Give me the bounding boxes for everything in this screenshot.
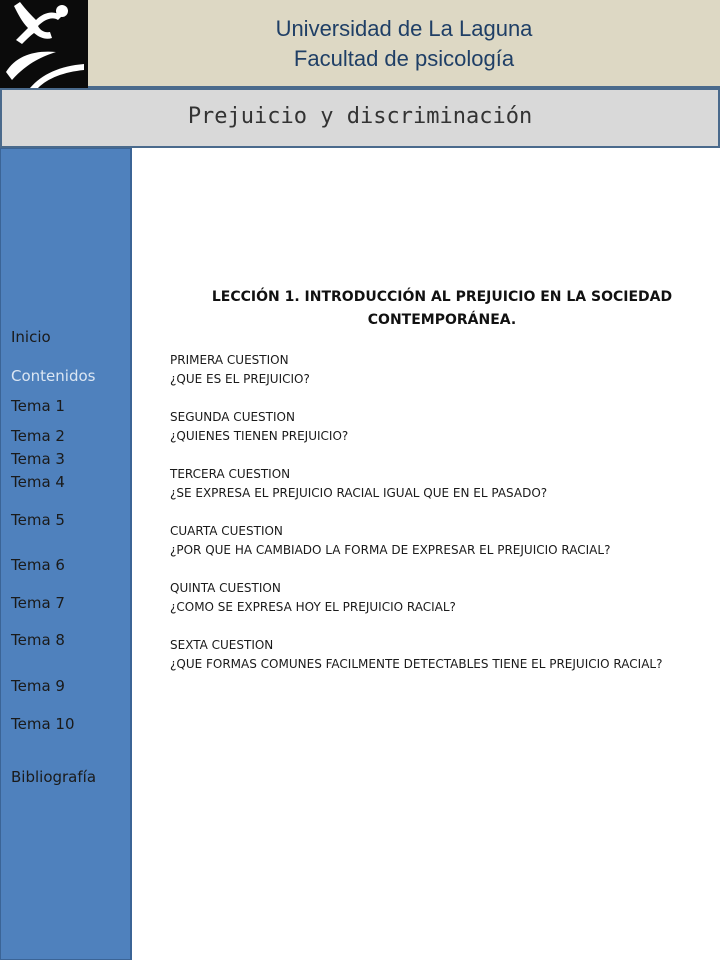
question-text: ¿SE EXPRESA EL PREJUICIO RACIAL IGUAL QUE EN EL PASADO?: [170, 486, 548, 500]
course-title-bar: [0, 88, 720, 148]
question-text: ¿COMO SE EXPRESA HOY EL PREJUICIO RACIAL?: [170, 600, 456, 614]
lesson-title: LECCIÓN 1. INTRODUCCIÓN AL PREJUICIO EN LA SOCIEDAD CONTEMPORÁNEA.: [211, 289, 673, 328]
faculty-name: Facultad de psicología: [293, 46, 515, 71]
question-number: QUINTA CUESTION: [170, 581, 281, 595]
list-item: [170, 351, 690, 389]
sidebar-item-tema-3[interactable]: Tema 3: [11, 450, 65, 468]
sidebar-item-tema-4[interactable]: Tema 4: [11, 473, 65, 491]
question-number: TERCERA CUESTION: [170, 467, 291, 481]
main-content: [136, 148, 720, 960]
question-text: ¿QUIENES TIENEN PREJUICIO?: [170, 429, 349, 443]
sidebar-item-tema-5[interactable]: Tema 5: [11, 511, 65, 529]
question-number: CUARTA CUESTION: [170, 524, 283, 538]
sidebar-item-tema-6[interactable]: Tema 6: [11, 556, 65, 574]
sidebar-item-inicio[interactable]: Inicio: [11, 328, 51, 346]
question-number: SEXTA CUESTION: [170, 638, 274, 652]
sidebar-nav: [0, 148, 132, 960]
university-name: Universidad de La Laguna: [275, 16, 533, 41]
list-item: [170, 636, 690, 674]
sidebar-item-bibliografia[interactable]: Bibliografía: [11, 768, 97, 786]
sidebar-item-tema-8[interactable]: Tema 8: [11, 631, 65, 649]
list-item: [170, 408, 690, 446]
sidebar-item-tema-9[interactable]: Tema 9: [11, 677, 65, 695]
list-item: [170, 465, 690, 503]
sidebar-item-tema-7[interactable]: Tema 7: [11, 594, 65, 612]
header: [0, 0, 720, 88]
question-text: ¿POR QUE HA CAMBIADO LA FORMA DE EXPRESAR EL PREJUICIO RACIAL?: [170, 543, 611, 557]
university-banner: [88, 0, 720, 88]
list-item: [170, 579, 690, 617]
sidebar-item-tema-10[interactable]: Tema 10: [11, 715, 75, 733]
question-text: ¿QUE FORMAS COMUNES FACILMENTE DETECTABLES TIENE EL PREJUICIO RACIAL?: [170, 657, 663, 671]
logo-figure-icon: [0, 0, 88, 88]
question-number: SEGUNDA CUESTION: [170, 410, 295, 424]
sidebar-item-contenidos[interactable]: Contenidos: [11, 367, 96, 385]
course-title: Prejuicio y discriminación: [187, 104, 533, 129]
question-number: PRIMERA CUESTION: [170, 353, 289, 367]
sidebar-item-tema-1[interactable]: Tema 1: [11, 397, 65, 415]
sidebar-item-tema-2[interactable]: Tema 2: [11, 427, 65, 445]
list-item: [170, 522, 690, 560]
question-text: ¿QUE ES EL PREJUICIO?: [170, 372, 310, 386]
question-list: [170, 351, 690, 693]
university-logo[interactable]: [0, 0, 88, 88]
